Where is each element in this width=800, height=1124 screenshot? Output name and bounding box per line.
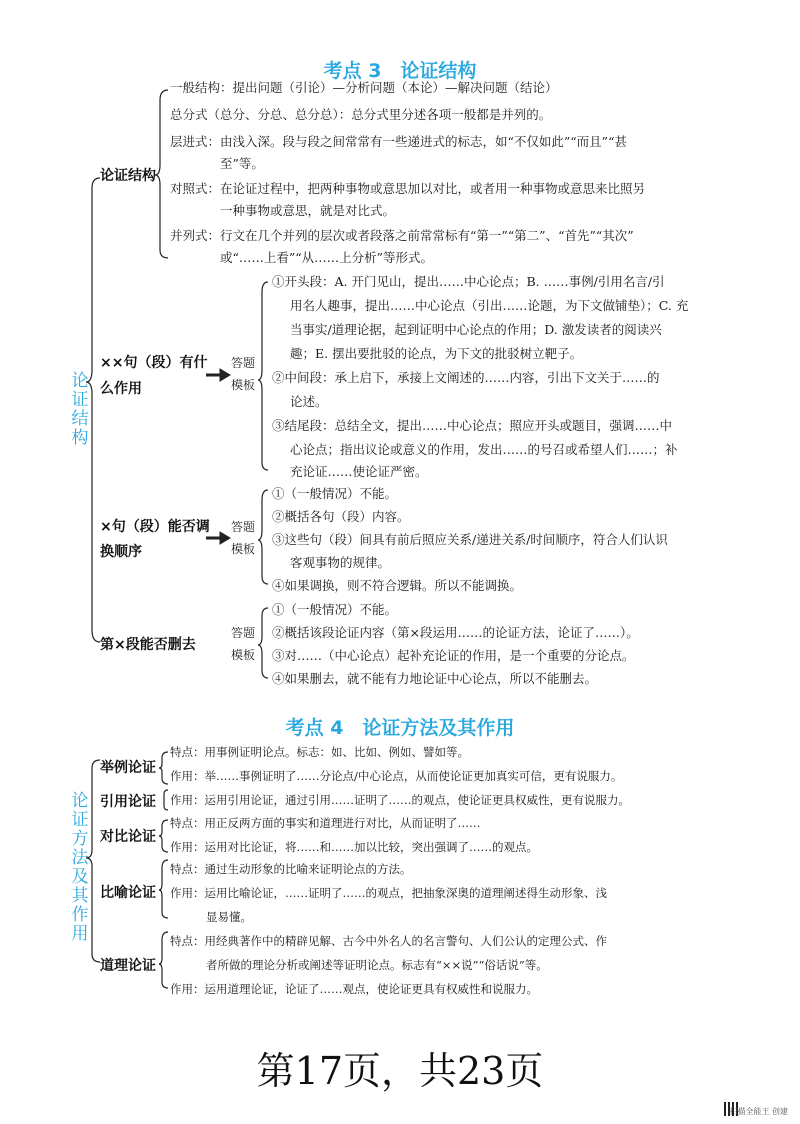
section-title-argument-methods: 考点 4 论证方法及其作用: [285, 717, 515, 739]
template-line: ③这些句（段）间具有前后照应关系/递进关系/时间顺序，符合人们认识: [272, 532, 668, 547]
structure-line: 对照式：在论证过程中，把两种事物或意思加以对比，或者用一种事物或意思来比照另: [170, 181, 646, 196]
answer-template-label: 答题模板: [230, 520, 255, 556]
template-line: ①开头段：A. 开门见山，提出……中心论点；B. ……事例/引用名言/引: [272, 274, 665, 289]
method-label-quote: 引用论证: [100, 794, 156, 810]
structure-line: 一般结构：提出问题（引论）—分析问题（本论）—解决问题（结论）: [170, 80, 558, 95]
side-label-argument-structure: 论证结构: [71, 371, 89, 448]
method-label-reasoning: 道理论证: [100, 958, 156, 974]
method-line: 特点：通过生动形象的比喻来证明论点的方法。: [170, 862, 412, 876]
branch-label-function: ××句（段）有什: [100, 355, 208, 371]
method-line: 作用：运用比喻论证，……证明了……的观点，把抽象深奥的道理阐述得生动形象、浅: [170, 886, 607, 900]
method-line: 特点：用事例证明论点。标志：如、比如、例如、譬如等。: [170, 745, 469, 759]
branch-label-function-cont: 么作用: [100, 381, 142, 397]
template-line: ④如果调换，则不符合逻辑。所以不能调换。: [272, 578, 523, 593]
branch-label-structure: 论证结构: [100, 168, 156, 184]
template-line: ③对……（中心论点）起补充论证的作用，是一个重要的分论点。: [272, 648, 635, 663]
template-line: 客观事物的规律。: [290, 555, 391, 570]
template-line: 用名人趣事，提出……中心论点（引出……论题，为下文做铺垫）；C. 充: [290, 298, 689, 313]
template-line: ①（一般情况）不能。: [272, 486, 398, 501]
structure-line: 一种事物或意思，就是对比式。: [220, 203, 396, 218]
answer-template-label: 答题模板: [230, 626, 255, 662]
branch-label-swap-order-cont: 换顺序: [100, 544, 142, 560]
branch-label-delete: 第×段能否删去: [100, 637, 196, 653]
structure-line: 并列式：行文在几个并列的层次或者段落之前常常标有“第一”“第二”、“首先”“其次”: [170, 228, 634, 243]
method-label-contrast: 对比论证: [100, 829, 156, 845]
page-number: 第17页，共23页: [256, 1049, 544, 1093]
method-label-example: 举例论证: [100, 760, 156, 776]
template-line: 趣；E. 摆出要批驳的论点，为下文的批驳树立靶子。: [290, 346, 583, 361]
method-label-metaphor: 比喻论证: [100, 885, 156, 901]
method-line: 作用：运用对比论证，将……和……加以比较，突出强调了……的观点。: [170, 840, 538, 854]
template-line: ①（一般情况）不能。: [272, 602, 398, 617]
structure-line: 至”等。: [220, 156, 264, 171]
template-line: ④如果删去，就不能有力地论证中心论点，所以不能删去。: [272, 671, 598, 686]
answer-template-label: 答题模板: [230, 356, 255, 392]
structure-line: 层进式：由浅入深。段与段之间常常有一些递进式的标志，如“不仅如此”“而且”“甚: [170, 134, 627, 149]
method-line: 特点：用正反两方面的事实和道理进行对比，从而证明了……: [170, 816, 481, 830]
template-line: ③结尾段：总结全文，提出……中心论点；照应开头或题目，强调……中: [272, 418, 673, 433]
template-line: ②概括各句（段）内容。: [272, 509, 410, 524]
template-line: 充论证……使论证严密。: [290, 464, 428, 479]
template-line: 当事实/道理论据，起到证明中心论点的作用；D. 激发读者的阅读兴: [290, 322, 662, 337]
template-line: ②中间段：承上启下，承接上文阐述的……内容，引出下文关于……的: [272, 370, 660, 385]
method-line: 显易懂。: [206, 910, 252, 924]
template-line: 论述。: [290, 394, 328, 409]
structure-line: 或“……上看”“从……上分析”等形式。: [220, 250, 434, 265]
method-line: 特点：用经典著作中的精辟见解、古今中外名人的名言警句、人们公认的定理公式、作: [170, 934, 607, 948]
branch-label-swap-order: ×句（段）能否调: [100, 519, 210, 535]
side-label-argument-methods: 论证方法及其作用: [71, 791, 89, 944]
template-line: 心论点；指出议论或意义的作用，发出……的号召或希望人们……；补: [290, 442, 678, 457]
method-line: 者所做的理论分析或阐述等证明论点。标志有“××说”“俗话说”等。: [206, 958, 548, 972]
template-line: ②概括该段论证内容（第×段运用……的论证方法，论证了……）。: [272, 625, 639, 640]
method-line: 作用：举……事例证明了……分论点/中心论点，从而使论证更加真实可信，更有说服力。: [170, 769, 623, 783]
scanner-watermark: 扫描全能王 创建: [729, 1107, 788, 1116]
section-title-argument-structure: 考点 3 论证结构: [323, 60, 477, 82]
method-line: 作用：运用道理论证，论证了……观点，使论证更具有权威性和说服力。: [170, 982, 538, 996]
method-line: 作用：运用引用论证，通过引用……证明了……的观点，使论证更具权威性，更有说服力。: [170, 793, 630, 807]
structure-line: 总分式（总分、分总、总分总）：总分式里分述各项一般都是并列的。: [170, 107, 552, 122]
